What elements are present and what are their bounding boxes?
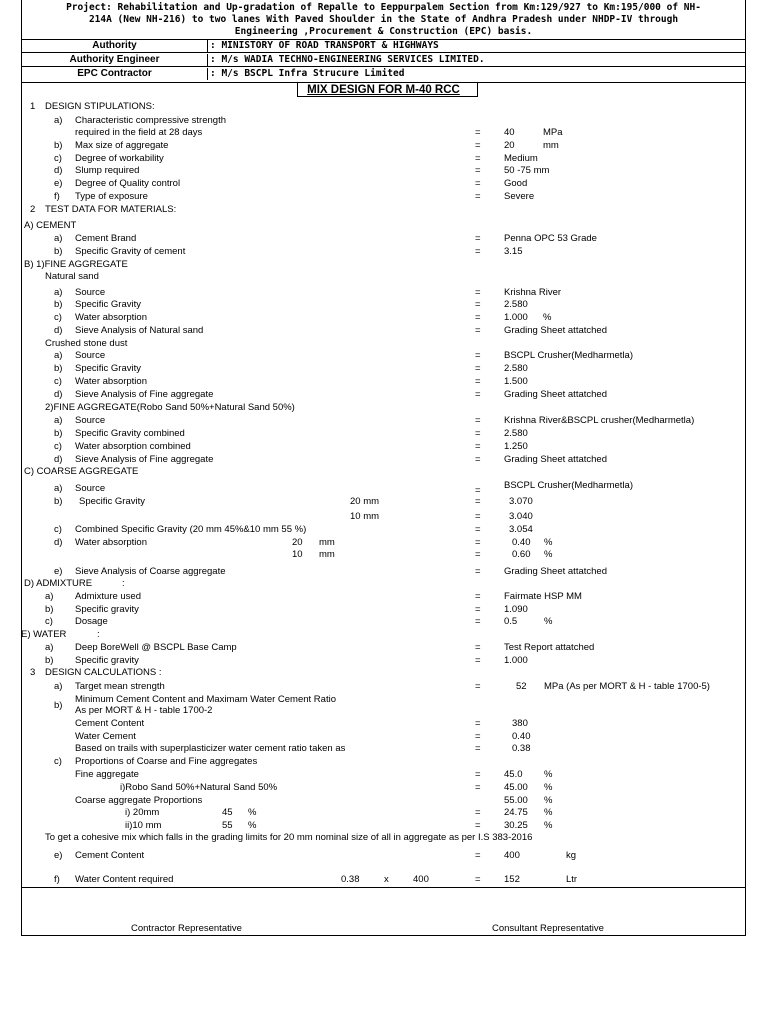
item-value: Grading Sheet attatched	[504, 566, 607, 577]
section-number: 1	[30, 101, 36, 112]
equals-sign: =	[475, 820, 481, 831]
item-description: As per MORT & H - table 1700-2	[75, 705, 213, 716]
item-marker: b)	[54, 140, 63, 151]
item-value: Medium	[504, 153, 538, 164]
item-description: Specific Gravity combined	[75, 428, 185, 439]
item-marker: a)	[45, 591, 54, 602]
equals-sign: =	[475, 233, 481, 244]
equals-sign: =	[475, 642, 481, 653]
equals-sign: =	[475, 591, 481, 602]
size-unit: mm	[319, 537, 335, 548]
item-value: 52	[516, 681, 527, 692]
item-value: 3.054	[509, 524, 533, 535]
item-unit: MPa	[543, 127, 563, 138]
item-marker: e)	[54, 850, 63, 861]
equals-sign: =	[475, 376, 481, 387]
signature-divider	[22, 887, 745, 888]
item-marker: b)	[54, 428, 63, 439]
subsection-heading: B) 1)FINE AGGREGATE	[24, 259, 128, 270]
size-label: 10	[292, 549, 303, 560]
item-marker: a)	[54, 287, 63, 298]
item-description: Water absorption	[75, 312, 147, 323]
item-unit: %	[544, 795, 553, 806]
contractor-signature-label: Contractor Representative	[131, 923, 242, 934]
item-marker: b)	[54, 246, 63, 257]
item-value: Grading Sheet attatched	[504, 389, 607, 400]
authority-value: : MINISTORY OF ROAD TRANSPORT & HIGHWAYS	[210, 40, 439, 51]
item-value: Grading Sheet attatched	[504, 454, 607, 465]
section-heading: TEST DATA FOR MATERIALS:	[45, 204, 177, 215]
item-marker: e)	[54, 566, 63, 577]
factor-value: 400	[413, 874, 429, 885]
item-unit: mm	[543, 140, 559, 151]
item-marker: b)	[54, 496, 63, 507]
equals-sign: =	[475, 191, 481, 202]
equals-sign: =	[475, 415, 481, 426]
item-value: 50 -75 mm	[504, 165, 550, 176]
epc-contractor-value: : M/s BSCPL Infra Strucure Limited	[210, 68, 405, 79]
page-title-text: MIX DESIGN FOR M-40 RCC	[307, 84, 460, 96]
equals-sign: =	[475, 454, 481, 465]
colon: :	[122, 578, 125, 589]
equals-sign: =	[475, 655, 481, 666]
item-unit: %	[544, 820, 553, 831]
item-marker: c)	[54, 441, 62, 452]
equals-sign: =	[475, 178, 481, 189]
item-value: 1.500	[504, 376, 528, 387]
item-unit: %	[544, 616, 553, 627]
item-description: Slump required	[75, 165, 140, 176]
proportion-value: 45	[222, 807, 233, 818]
cohesive-note: To get a cohesive mix which falls in the grading limits for 20 mm nominal size of all in aggregate as per I.S 383-2016	[45, 832, 533, 843]
item-description: Degree of workability	[75, 153, 164, 164]
item-value: 3.15	[504, 246, 523, 257]
item-description: i)Robo Sand 50%+Natural Sand 50%	[120, 782, 278, 793]
item-marker: d)	[54, 454, 63, 465]
colon: :	[97, 629, 100, 640]
item-value: Krishna River&BSCPL crusher(Medharmetla)	[504, 415, 695, 426]
equals-sign: =	[475, 140, 481, 151]
equals-sign: =	[475, 363, 481, 374]
item-value: Krishna River	[504, 287, 562, 298]
item-description: Characteristic compressive strength	[75, 115, 226, 126]
item-marker: c)	[54, 376, 62, 387]
item-value: 0.5	[504, 616, 518, 627]
equals-sign: =	[475, 874, 481, 885]
item-value: Grading Sheet attatched	[504, 325, 607, 336]
authority-engineer-row	[22, 54, 745, 67]
item-value: Severe	[504, 191, 535, 202]
item-description: Target mean strength	[75, 681, 165, 692]
subsection-heading: C) COARSE AGGREGATE	[24, 466, 139, 477]
equals-sign: =	[475, 153, 481, 164]
item-description: Specific gravity	[75, 655, 139, 666]
item-value: 0.38	[512, 743, 531, 754]
item-description: Sieve Analysis of Fine aggregate	[75, 454, 214, 465]
proportion-unit: %	[248, 807, 257, 818]
item-marker: a)	[54, 115, 63, 126]
item-description: Fine aggregate	[75, 769, 139, 780]
item-description: Proportions of Coarse and Fine aggregates	[75, 756, 258, 767]
item-unit: %	[544, 549, 553, 560]
equals-sign: =	[475, 127, 481, 138]
item-marker: b)	[45, 655, 54, 666]
project-line-2: 214A (New NH-216) to two lanes With Paved Shoulder in the State of Andhra Pradesh under NHDP-IV through	[88, 14, 679, 25]
item-value: Good	[504, 178, 528, 189]
item-description: i) 20mm	[125, 807, 160, 818]
item-value: BSCPL Crusher(Medharmetla)	[504, 350, 633, 361]
item-value: 3.070	[509, 496, 533, 507]
authority-label: Authority	[22, 40, 208, 52]
page-title	[22, 83, 745, 97]
consultant-signature-label: Consultant Representative	[492, 923, 604, 934]
equals-sign: =	[475, 511, 481, 522]
section-number: 3	[30, 667, 36, 678]
item-marker: b)	[54, 700, 63, 711]
subsection-heading: E) WATER	[21, 629, 67, 640]
item-description: Specific Gravity	[79, 496, 145, 507]
item-marker: d)	[54, 389, 63, 400]
item-value: 24.75	[504, 807, 528, 818]
item-unit: Ltr	[566, 874, 578, 885]
equals-sign: =	[475, 731, 481, 742]
item-marker: a)	[54, 233, 63, 244]
equals-sign: =	[475, 389, 481, 400]
item-description: Based on trails with superplasticizer water cement ratio taken as	[75, 743, 346, 754]
item-value: 2.580	[504, 299, 528, 310]
item-marker: d)	[54, 325, 63, 336]
item-marker: e)	[54, 178, 63, 189]
section-number: 2	[30, 204, 36, 215]
epc-contractor-row	[22, 68, 745, 83]
item-value: 30.25	[504, 820, 528, 831]
item-description: Combined Specific Gravity (20 mm 45%&10 mm 55 %)	[75, 524, 307, 535]
item-value: 400	[504, 850, 520, 861]
equals-sign: =	[475, 769, 481, 780]
item-description: Water absorption combined	[75, 441, 191, 452]
item-marker: c)	[54, 756, 62, 767]
item-unit: %	[544, 782, 553, 793]
factor-value: 0.38	[341, 874, 360, 885]
size-label: 20 mm	[350, 496, 380, 507]
equals-sign: =	[475, 604, 481, 615]
item-value: 1.000	[504, 655, 528, 666]
item-description: ii)10 mm	[125, 820, 162, 831]
item-description: Sieve Analysis of Natural sand	[75, 325, 204, 336]
equals-sign: =	[475, 537, 481, 548]
subsection-heading: D) ADMIXTURE	[24, 578, 93, 589]
item-value: 2.580	[504, 428, 528, 439]
item-marker: f)	[54, 191, 60, 202]
item-description: Minimum Cement Content and Maximam Water Cement Ratio	[75, 694, 336, 705]
item-value: 0.60	[512, 549, 531, 560]
equals-sign: =	[475, 428, 481, 439]
item-unit: %	[544, 537, 553, 548]
item-value: 45.0	[504, 769, 523, 780]
equals-sign: =	[475, 549, 481, 560]
item-unit: %	[543, 312, 552, 323]
item-value: 380	[512, 718, 528, 729]
item-marker: d)	[54, 537, 63, 548]
project-line-3: Engineering ,Procurement & Construction (EPC) basis.	[234, 26, 533, 37]
item-description: Degree of Quality control	[75, 178, 181, 189]
equals-sign: =	[475, 246, 481, 257]
item-value: 40	[504, 127, 515, 138]
equals-sign: =	[475, 616, 481, 627]
item-marker: c)	[45, 616, 53, 627]
equals-sign: =	[475, 681, 481, 692]
equals-sign: =	[475, 496, 481, 507]
proportion-unit: %	[248, 820, 257, 831]
item-marker: b)	[54, 299, 63, 310]
item-marker: a)	[45, 642, 54, 653]
equals-sign: =	[475, 485, 481, 496]
equals-sign: =	[475, 718, 481, 729]
item-marker: c)	[54, 524, 62, 535]
size-unit: mm	[319, 549, 335, 560]
item-value: 0.40	[512, 537, 531, 548]
item-value: 45.00	[504, 782, 528, 793]
epc-contractor-label: EPC Contractor	[22, 68, 208, 80]
size-label: 10 mm	[350, 511, 380, 522]
equals-sign: =	[475, 807, 481, 818]
item-value: Penna OPC 53 Grade	[504, 233, 597, 244]
item-description: Deep BoreWell @ BSCPL Base Camp	[75, 642, 237, 653]
section-heading: DESIGN CALCULATIONS :	[45, 667, 162, 678]
item-description: Admixture used	[75, 591, 142, 602]
equals-sign: =	[475, 441, 481, 452]
item-marker: b)	[54, 363, 63, 374]
item-description: Specific Gravity	[75, 299, 141, 310]
item-unit: %	[544, 769, 553, 780]
project-title	[22, 0, 745, 40]
equals-sign: =	[475, 743, 481, 754]
item-description: Water absorption	[75, 537, 147, 548]
equals-sign: =	[475, 566, 481, 577]
proportion-value: 55	[222, 820, 233, 831]
item-description: Dosage	[75, 616, 108, 627]
multiply-sign: x	[384, 874, 389, 885]
item-description: Water Cement	[75, 731, 136, 742]
subsection-label: Crushed stone dust	[45, 338, 128, 349]
equals-sign: =	[475, 325, 481, 336]
item-description: Source	[75, 287, 106, 298]
item-value: 152	[504, 874, 520, 885]
item-marker: c)	[54, 312, 62, 323]
item-description: Coarse aggregate Proportions	[75, 795, 203, 806]
authority-engineer-value: : M/s WADIA TECHNO-ENGINEERING SERVICES LIMITED.	[210, 54, 485, 65]
item-marker: a)	[54, 415, 63, 426]
authority-engineer-label: Authority Engineer	[22, 54, 208, 66]
equals-sign: =	[475, 350, 481, 361]
item-value: 1.000	[504, 312, 528, 323]
item-marker: a)	[54, 350, 63, 361]
item-description: Specific Gravity of cement	[75, 246, 186, 257]
project-line-1: Project: Rehabilitation and Up-gradation of Repalle to Eeppurpalem Section from Km:129/927 to Km:195/000 of NH-	[66, 2, 701, 13]
item-description: Cement Content	[75, 718, 145, 729]
item-description: Water absorption	[75, 376, 147, 387]
item-unit: MPa (As per MORT & H - table 1700-5)	[544, 681, 710, 692]
item-description: Cement Brand	[75, 233, 137, 244]
item-value: 3.040	[509, 511, 533, 522]
item-unit: kg	[566, 850, 577, 861]
item-value: 1.090	[504, 604, 528, 615]
subsection-label: Natural sand	[45, 271, 99, 282]
item-description: Type of exposure	[75, 191, 148, 202]
item-value: BSCPL Crusher(Medharmetla)	[504, 480, 633, 491]
size-label: 20	[292, 537, 303, 548]
item-description: Specific Gravity	[75, 363, 141, 374]
item-description: Sieve Analysis of Coarse aggregate	[75, 566, 226, 577]
item-value: 1.250	[504, 441, 528, 452]
item-value: 20	[504, 140, 515, 151]
equals-sign: =	[475, 850, 481, 861]
equals-sign: =	[475, 782, 481, 793]
equals-sign: =	[475, 165, 481, 176]
authority-row	[22, 40, 745, 53]
item-description: Max size of aggregate	[75, 140, 169, 151]
equals-sign: =	[475, 299, 481, 310]
item-description: Cement Content	[75, 850, 145, 861]
item-marker: f)	[54, 874, 60, 885]
subsection-heading: A) CEMENT	[24, 220, 77, 231]
item-marker: d)	[54, 165, 63, 176]
item-value: Test Report attatched	[504, 642, 595, 653]
item-value: 0.40	[512, 731, 531, 742]
item-marker: a)	[54, 681, 63, 692]
item-description: Water Content required	[75, 874, 174, 885]
item-unit: %	[544, 807, 553, 818]
subsection-label: 2)FINE AGGREGATE(Robo Sand 50%+Natural Sand 50%)	[45, 402, 295, 413]
item-value: Fairmate HSP MM	[504, 591, 582, 602]
item-marker: b)	[45, 604, 54, 615]
item-marker: a)	[54, 483, 63, 494]
item-description: Sieve Analysis of Fine aggregate	[75, 389, 214, 400]
mix-design-sheet	[21, 0, 746, 936]
item-marker: c)	[54, 153, 62, 164]
item-value: 55.00	[504, 795, 528, 806]
item-description: required in the field at 28 days	[75, 127, 203, 138]
item-description: Source	[75, 350, 106, 361]
equals-sign: =	[475, 524, 481, 535]
section-heading: DESIGN STIPULATIONS:	[45, 101, 155, 112]
item-value: 2.580	[504, 363, 528, 374]
item-description: Source	[75, 415, 106, 426]
equals-sign: =	[475, 287, 481, 298]
equals-sign: =	[475, 312, 481, 323]
item-description: Source	[75, 483, 106, 494]
item-description: Specific gravity	[75, 604, 139, 615]
